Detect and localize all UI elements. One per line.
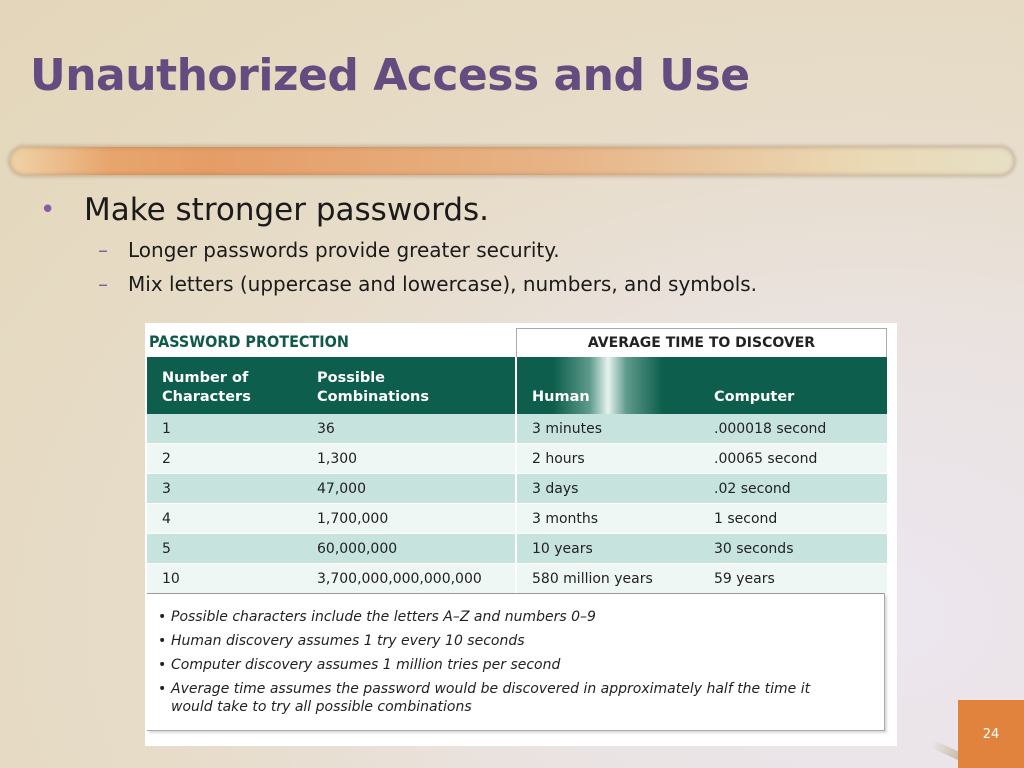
- header-number-of-characters: [147, 357, 302, 414]
- cell-human: 10 years: [516, 534, 699, 564]
- cell-combinations: 1,700,000: [302, 504, 516, 534]
- cell-combinations: 60,000,000: [302, 534, 516, 564]
- cell-characters: 5: [147, 534, 302, 564]
- cell-computer: 30 seconds: [699, 534, 887, 564]
- table-row: [147, 414, 887, 444]
- cell-combinations: 47,000: [302, 474, 516, 504]
- page-number-badge: [958, 700, 1024, 768]
- cell-computer: .00065 second: [699, 444, 887, 474]
- cell-human: 3 minutes: [516, 414, 699, 444]
- note-item: • Possible characters include the letters A–Z and numbers 0–9: [147, 608, 831, 626]
- password-protection-figure: [145, 323, 897, 746]
- cell-characters: 10: [147, 564, 302, 594]
- bullet-dot-icon: •: [40, 195, 56, 225]
- header-possible-combinations: [302, 357, 516, 414]
- bullet-item: [40, 192, 757, 228]
- page-number: 24: [982, 726, 1000, 742]
- sub-bullet-item: [98, 238, 757, 262]
- figure-header: [145, 323, 887, 358]
- sub-bullet-text: Longer passwords provide greater security.: [128, 238, 560, 262]
- cell-computer: 59 years: [699, 564, 887, 594]
- sub-bullet-item: [98, 272, 757, 296]
- slide-title: Unauthorized Access and Use: [30, 50, 750, 101]
- cell-human: 3 days: [516, 474, 699, 504]
- header-line: Combinations: [317, 389, 429, 405]
- note-item: • Human discovery assumes 1 try every 10 seconds: [147, 632, 831, 650]
- title-underline-bar: [10, 147, 1014, 175]
- cell-human: 2 hours: [516, 444, 699, 474]
- cell-combinations: 3,700,000,000,000,000: [302, 564, 516, 594]
- header-computer: Computer: [699, 357, 887, 414]
- cell-human: 3 months: [516, 504, 699, 534]
- note-item: • Computer discovery assumes 1 million tries per second: [147, 656, 831, 674]
- table-row: [147, 444, 887, 474]
- table-row: [147, 504, 887, 534]
- table-row: [147, 534, 887, 564]
- header-human: Human: [516, 357, 699, 414]
- note-item: • Average time assumes the password would be discovered in approximately half the time it would take to try all possible combinations: [147, 680, 831, 716]
- dash-icon: –: [98, 272, 108, 296]
- cell-characters: 4: [147, 504, 302, 534]
- bullet-list: [40, 192, 757, 296]
- password-table: [147, 357, 887, 594]
- group-header: AVERAGE TIME TO DISCOVER: [516, 328, 887, 357]
- dash-icon: –: [98, 238, 108, 262]
- figure-notes: [147, 593, 885, 731]
- header-line: Number of: [162, 370, 249, 386]
- cell-characters: 1: [147, 414, 302, 444]
- header-line: Possible: [317, 370, 386, 386]
- bullet-text: Make stronger passwords.: [84, 192, 490, 228]
- cell-computer: .000018 second: [699, 414, 887, 444]
- table-row: [147, 564, 887, 594]
- cell-combinations: 1,300: [302, 444, 516, 474]
- cell-computer: .02 second: [699, 474, 887, 504]
- cell-characters: 2: [147, 444, 302, 474]
- sub-bullet-text: Mix letters (uppercase and lowercase), numbers, and symbols.: [128, 272, 758, 296]
- table-header-row: [147, 357, 887, 414]
- cell-computer: 1 second: [699, 504, 887, 534]
- table-row: [147, 474, 887, 504]
- cell-combinations: 36: [302, 414, 516, 444]
- cell-human: 580 million years: [516, 564, 699, 594]
- cell-characters: 3: [147, 474, 302, 504]
- figure-label: PASSWORD PROTECTION: [149, 332, 349, 351]
- header-line: Characters: [162, 389, 251, 405]
